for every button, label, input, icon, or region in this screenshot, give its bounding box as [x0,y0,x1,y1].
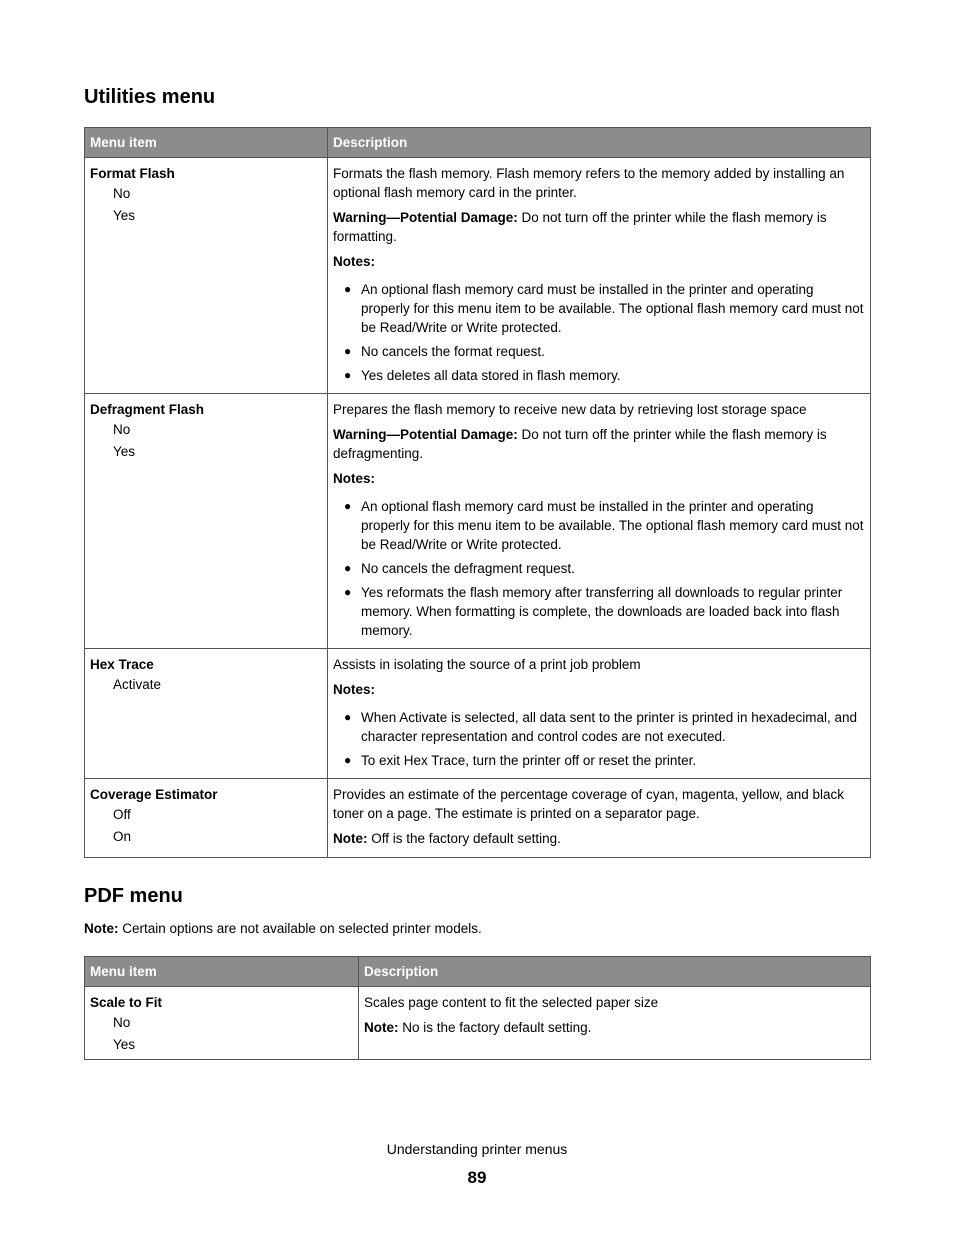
warning-paragraph [333,425,865,463]
notes-list [333,280,865,385]
description-cell [328,649,871,779]
list-item [333,366,865,385]
note-text: Off is the factory default setting. [367,831,561,846]
bullet-icon: ● [344,561,352,575]
list-item [333,751,865,770]
bullet-icon: ● [344,753,352,767]
warning-paragraph [333,208,865,246]
description-cell [328,779,871,858]
menu-item-option: Off [113,807,131,822]
column-header-menu-item: Menu item [85,128,328,158]
menu-item-option: Yes [113,444,136,459]
warning-text: Do not turn off the printer while the flash memory is defragmenting. [333,427,827,461]
table-row [85,987,871,1060]
menu-item-option: On [113,829,132,844]
note-paragraph [364,1018,865,1037]
bullet-icon: ● [344,282,352,296]
utilities-menu-heading: Utilities menu [84,86,216,108]
pdf-menu-note [84,921,482,936]
bullet-icon: ● [344,585,352,599]
menu-item-cell [85,158,328,394]
warning-text: Do not turn off the printer while the flash memory is formatting. [333,210,827,244]
note-text: No is the factory default setting. [398,1020,592,1035]
description-text: Formats the flash memory. Flash memory refers to the memory added by installing an optional flash memory card in the printer. [333,166,845,200]
menu-item-cell [85,394,328,649]
note-label: Note: [333,831,368,846]
list-item-text: Yes reformats the flash memory after transferring all downloads to regular printer memory. When formatting is complete, the downloads are loaded back into flash memory. [361,585,843,638]
list-item [333,708,865,746]
table-row [85,158,871,394]
menu-item-title: Coverage Estimator [90,787,218,802]
table-row [85,394,871,649]
description-cell [328,394,871,649]
list-item [333,280,865,337]
bullet-icon: ● [344,710,352,724]
list-item-text: To exit Hex Trace, turn the printer off or reset the printer. [361,753,697,768]
menu-item-cell [85,987,359,1060]
pdf-menu-heading: PDF menu [84,885,183,907]
notes-label: Notes: [333,471,376,486]
warning-label: Warning—Potential Damage: [333,210,518,225]
description-text: Assists in isolating the source of a print job problem [333,657,641,672]
menu-item-option: Yes [113,208,136,223]
list-item [333,583,865,640]
description-text: Scales page content to fit the selected paper size [364,995,659,1010]
column-header-description: Description [359,957,871,987]
description-cell [328,158,871,394]
list-item-text: When Activate is selected, all data sent to the printer is printed in hexadecimal, and character representation and control codes are not executed. [361,710,858,744]
note-label: Note: [84,921,119,936]
description-text: Prepares the flash memory to receive new data by retrieving lost storage space [333,402,807,417]
list-item [333,559,865,578]
menu-item-cell [85,649,328,779]
page-number: 89 [467,1168,487,1187]
list-item [333,342,865,361]
menu-item-title: Scale to Fit [90,995,163,1010]
table-row [85,779,871,858]
list-item-text: No cancels the defragment request. [361,561,575,576]
menu-item-option: Activate [113,677,162,692]
bullet-icon: ● [344,368,352,382]
bullet-icon: ● [344,499,352,513]
table-header-row [85,128,871,158]
pdf-menu-table [84,956,871,1060]
note-paragraph [333,829,865,848]
menu-item-option: No [113,422,131,437]
table-row [85,649,871,779]
description-text: Provides an estimate of the percentage coverage of cyan, magenta, yellow, and black toner on a page. The estimate is printed on a separator page. [333,787,845,821]
menu-item-option: No [113,1015,131,1030]
list-item-text: An optional flash memory card must be installed in the printer and operating properly for this menu item to be available. The optional flash memory card must not be Read/Write or Write protected. [361,282,864,335]
footer-caption: Understanding printer menus [386,1141,568,1157]
warning-label: Warning—Potential Damage: [333,427,518,442]
menu-item-title: Hex Trace [90,657,154,672]
column-header-description: Description [328,128,871,158]
utilities-menu-table [84,127,871,858]
menu-item-option: No [113,186,131,201]
menu-item-title: Defragment Flash [90,402,205,417]
list-item [333,497,865,554]
table-header-row [85,957,871,987]
notes-label: Notes: [333,254,376,269]
menu-item-title: Format Flash [90,166,175,181]
notes-list [333,708,865,770]
list-item-text: Yes deletes all data stored in flash memory. [361,368,621,383]
list-item-text: No cancels the format request. [361,344,545,359]
bullet-icon: ● [344,344,352,358]
notes-list [333,497,865,640]
menu-item-cell [85,779,328,858]
description-cell [359,987,871,1060]
note-text: Certain options are not available on selected printer models. [118,921,482,936]
notes-label: Notes: [333,682,376,697]
menu-item-option: Yes [113,1037,136,1052]
column-header-menu-item: Menu item [85,957,359,987]
note-label: Note: [364,1020,399,1035]
list-item-text: An optional flash memory card must be installed in the printer and operating properly for this menu item to be available. The optional flash memory card must not be Read/Write or Write protected. [361,499,864,552]
